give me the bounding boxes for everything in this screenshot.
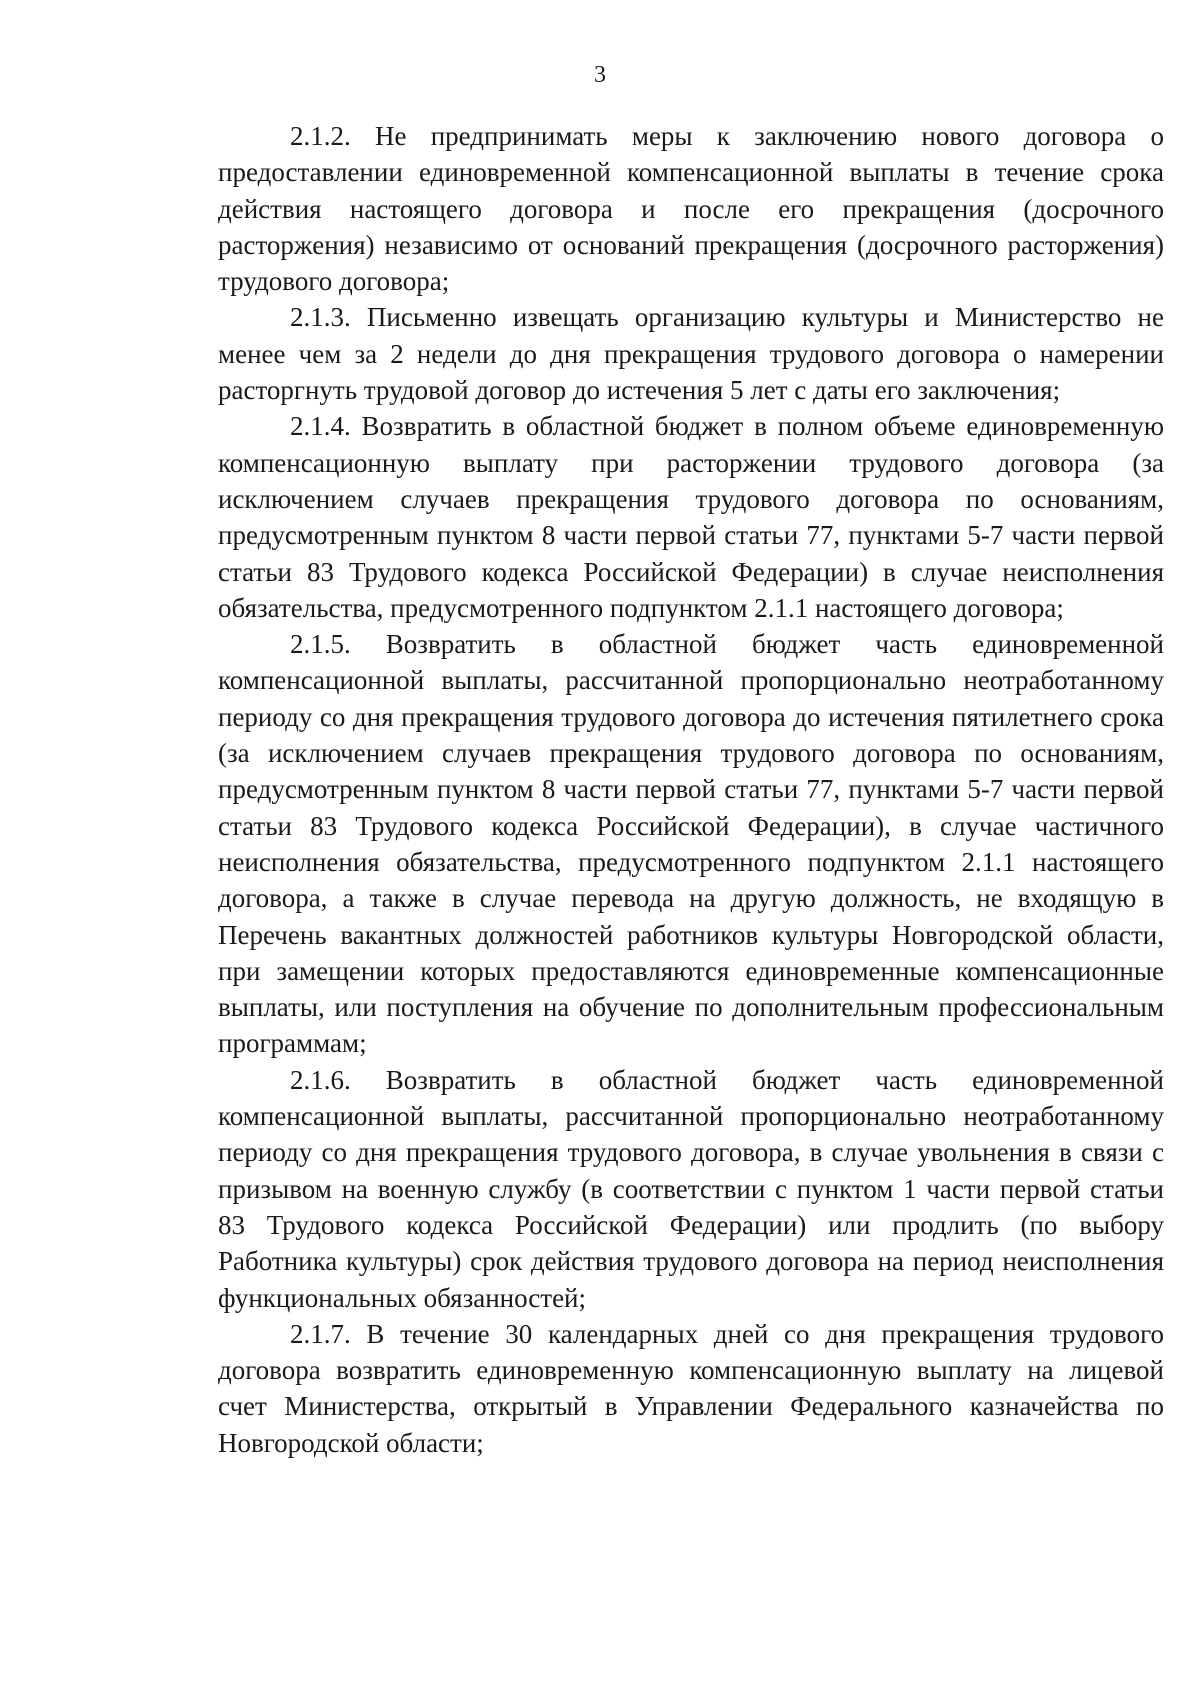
paragraph-2-1-4: 2.1.4. Возвратить в областной бюджет в полном объеме единовременную компенсационную выплату при расторжении трудового договора (за исключением случаев прекращения трудового договора по основаниям, предусмотренным пунктом 8 части первой статьи 77, пунктами 5-7 части первой статьи 83 Трудового кодекса Российской Федерации) в случае неисполнения обязательства, предусмотренного подпунктом 2.1.1 настоящего договора; [218,411,1164,623]
paragraph-2-1-7: 2.1.7. В течение 30 календарных дней со дня прекращения трудового договора возвратить единовременную компенсационную выплату на лицевой счет Министерства, открытый в Управлении Федерального казначейства по Новгородской области; [218,1318,1164,1458]
page-number: 3 [594,62,606,88]
document-body [218,118,1164,1461]
paragraph-2-1-3: 2.1.3. Письменно извещать организацию культуры и Министерство не менее чем за 2 недели до дня прекращения трудового договора о намерении расторгнуть трудовой договор до истечения 5 лет с даты его заключения; [218,302,1164,406]
paragraph-2-1-6: 2.1.6. Возвратить в областной бюджет часть единовременной компенсационной выплаты, рассчитанной пропорционально неотработанному периоду со дня прекращения трудового договора, в случае увольнения в связи с призывом на военную службу (в соответствии с пунктом 1 части первой статьи 83 Трудового кодекса Российской Федерации) или продлить (по выбору Работника культуры) срок действия трудового договора на период неисполнения функциональных обязанностей; [218,1064,1164,1313]
paragraph-2-1-2: 2.1.2. Не предпринимать меры к заключению нового договора о предоставлении единовременной компенсационной выплаты в течение срока действия настоящего договора и после его прекращения (досрочного расторжения) независимо от оснований прекращения (досрочного расторжения) трудового договора; [218,121,1164,297]
paragraph-2-1-5: 2.1.5. Возвратить в областной бюджет часть единовременной компенсационной выплаты, рассчитанной пропорционально неотработанному периоду со дня прекращения трудового договора до истечения пятилетнего срока (за исключением случаев прекращения трудового договора по основаниям, предусмотренным пунктом 8 части первой статьи 77, пунктами 5-7 части первой статьи 83 Трудового кодекса Российской Федерации), в случае частичного неисполнения обязательства, предусмотренного подпунктом 2.1.1 настоящего договора, а также в случае перевода на другую должность, не входящую в Перечень вакантных должностей работников культуры Новгородской области, при замещении которых предоставляются единовременные компенсационные выплаты, или поступления на обучение по дополнительным профессиональным программам; [218,629,1164,1059]
